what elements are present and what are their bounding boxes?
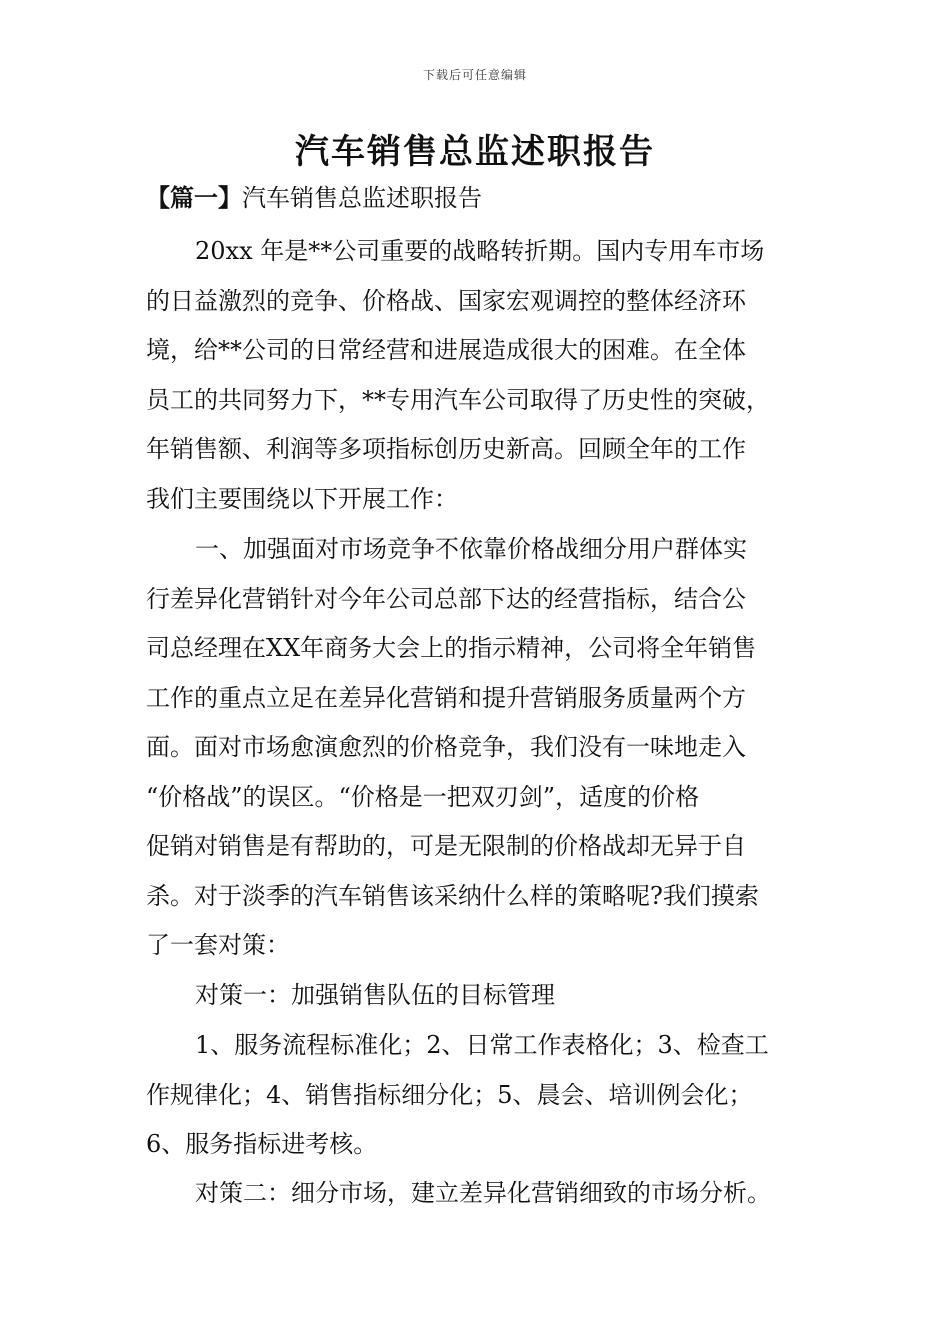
section-label: 【篇一】 (146, 183, 242, 212)
header-note: 下载后可任意编辑 (422, 68, 527, 82)
paragraph-line: 促销对销售是有帮助的，可是无限制的价格战却无异于自 (146, 832, 746, 860)
paragraph-line: 作规律化；4、销售指标细分化；5、晨会、培训例会化； (146, 1080, 753, 1109)
paragraph-line: 6、服务指标进考核。 (146, 1130, 378, 1158)
paragraph-line: 对策二：细分市场，建立差异化营销细致的市场分析。 (195, 1179, 771, 1207)
paragraph-line: 面。面对市场愈演愈烈的价格竞争，我们没有一味地走入 (146, 733, 746, 761)
section-heading (146, 178, 482, 218)
paragraph-line: 1、服务流程标准化；2、日常工作表格化；3、检查工 (195, 1031, 769, 1059)
paragraph-line: 一、加强面对市场竞争不依靠价格战细分用户群体实 (195, 535, 747, 563)
paragraph-1 (146, 227, 811, 524)
paragraph-2 (146, 525, 811, 971)
paragraph-line: 司总经理在XX年商务大会上的指示精神，公司将全年销售 (146, 634, 757, 662)
paragraph-line: 杀。对于淡季的汽车销售该采纳什么样的策略呢?我们摸索 (146, 881, 759, 910)
paragraph-line: 行差异化营销针对今年公司总部下达的经营指标，结合公 (146, 584, 746, 613)
paragraph-line: 年销售额、利润等多项指标创历史新高。回顾全年的工作 (146, 435, 746, 463)
paragraph-line: 20xx 年是**公司重要的战略转折期。国内专用车市场 (195, 237, 765, 265)
paragraph-4 (146, 1021, 811, 1170)
paragraph-line: 员工的共同努力下，**专用汽车公司取得了历史性的突破， (146, 385, 770, 414)
paragraph-line: 对策一：加强销售队伍的目标管理 (195, 981, 555, 1009)
section-heading-text: 汽车销售总监述职报告 (242, 184, 482, 212)
paragraph-3 (146, 971, 811, 1021)
paragraph-line: 工作的重点立足在差异化营销和提升营销服务质量两个方 (146, 683, 746, 712)
paragraph-line: 境，给**公司的日常经营和进展造成很大的困难。在全体 (146, 336, 746, 364)
paragraph-line: 我们主要围绕以下开展工作： (146, 484, 458, 513)
paragraph-line: 的日益激烈的竞争、价格战、国家宏观调控的整体经济环 (146, 286, 746, 315)
paragraph-line: “价格战”的误区。“价格是一把双刃剑”，适度的价格 (146, 782, 700, 811)
paragraph-line: 了一套对策： (146, 931, 290, 959)
paragraph-5 (146, 1169, 811, 1219)
document-title: 汽车销售总监述职报告 (295, 132, 655, 172)
